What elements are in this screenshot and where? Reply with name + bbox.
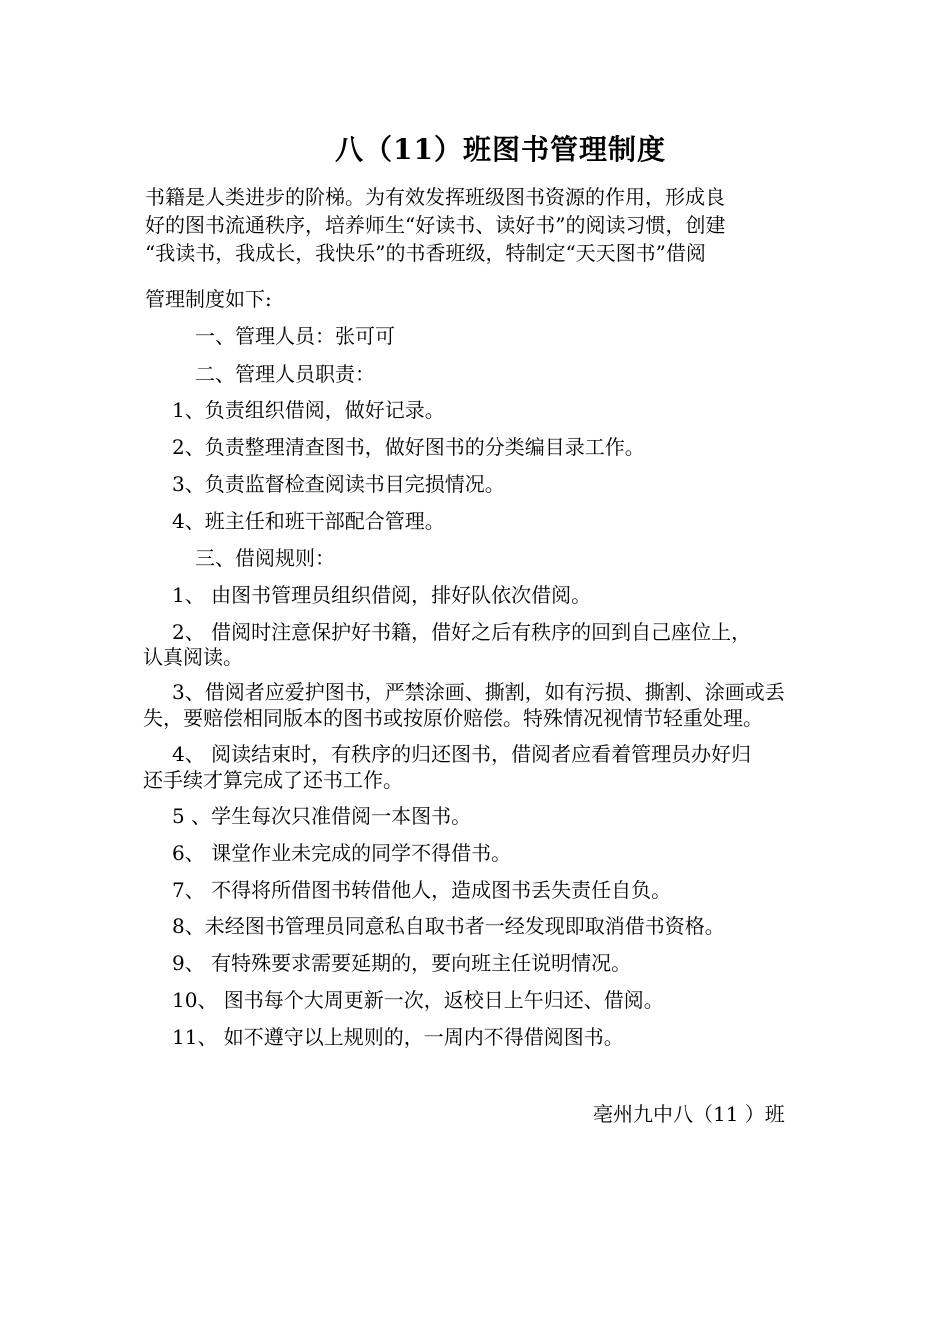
rule-item: 9、 有特殊要求需要延期的，要向班主任说明情况。 <box>172 951 632 975</box>
intro-line: 管理制度如下: <box>145 287 272 311</box>
rule-item: 1、 由图书管理员组织借阅，排好队依次借阅。 <box>172 583 592 607</box>
rule-item: 3、借阅者应爱护图书，严禁涂画、撕割，如有污损、撕割、涂画或丢 <box>172 680 785 704</box>
rule-continuation: 认真阅读。 <box>143 645 243 669</box>
intro-paragraph <box>145 183 810 313</box>
rule-item: 10、 图书每个大周更新一次，返校日上午归还、借阅。 <box>172 988 664 1012</box>
rule-item: 7、 不得将所借图书转借他人，造成图书丢失责任自负。 <box>172 878 672 902</box>
rule-continuation: 失，要赔偿相同版本的图书或按原价赔偿。特殊情况视情节轻重处理。 <box>143 706 763 730</box>
duty-item: 4、班主任和班干部配合管理。 <box>172 509 445 533</box>
rules-heading: 三、借阅规则： <box>195 546 335 570</box>
rule-item: 11、 如不遵守以上规则的，一周内不得借阅图书。 <box>172 1025 624 1049</box>
rule-item <box>172 620 751 644</box>
duty-item: 3、负责监督检查阅读书目完损情况。 <box>172 472 505 496</box>
managers-line: 一、管理人员：张可可 <box>195 324 395 348</box>
rule-item: 8、未经图书管理员同意私自取书者一经发现即取消借书资格。 <box>172 914 725 938</box>
intro-line: 好的图书流通秩序，培养师生“好读书、读好书”的阅读习惯，创建 <box>145 213 726 237</box>
intro-line: 书籍是人类进步的阶梯。为有效发挥班级图书资源的作用，形成良 <box>145 185 725 209</box>
rule-line: 2、 借阅时注意保护好书籍，借好之后有秩序的回到自己座位上， <box>172 620 752 644</box>
rule-item: 4、 阅读结束时，有秩序的归还图书，借阅者应看着管理员办好归 <box>172 742 752 766</box>
duty-item: 2、负责整理清查图书，做好图书的分类编目录工作。 <box>172 435 645 459</box>
duty-item: 1、负责组织借阅，做好记录。 <box>172 398 445 422</box>
duties-heading: 二、管理人员职责： <box>195 362 375 386</box>
rule-item: 5 、学生每次只准借阅一本图书。 <box>172 804 472 828</box>
rule-continuation: 还手续才算完成了还书工作。 <box>143 768 403 792</box>
signature-line: 亳州九中八（11 ）班 <box>593 1102 785 1126</box>
rule-item: 6、 课堂作业未完成的同学不得借书。 <box>172 841 512 865</box>
intro-line: “我读书，我成长，我快乐”的书香班级，特制定“天天图书”借阅 <box>145 241 706 265</box>
page-title: 八（11）班图书管理制度 <box>335 133 666 166</box>
